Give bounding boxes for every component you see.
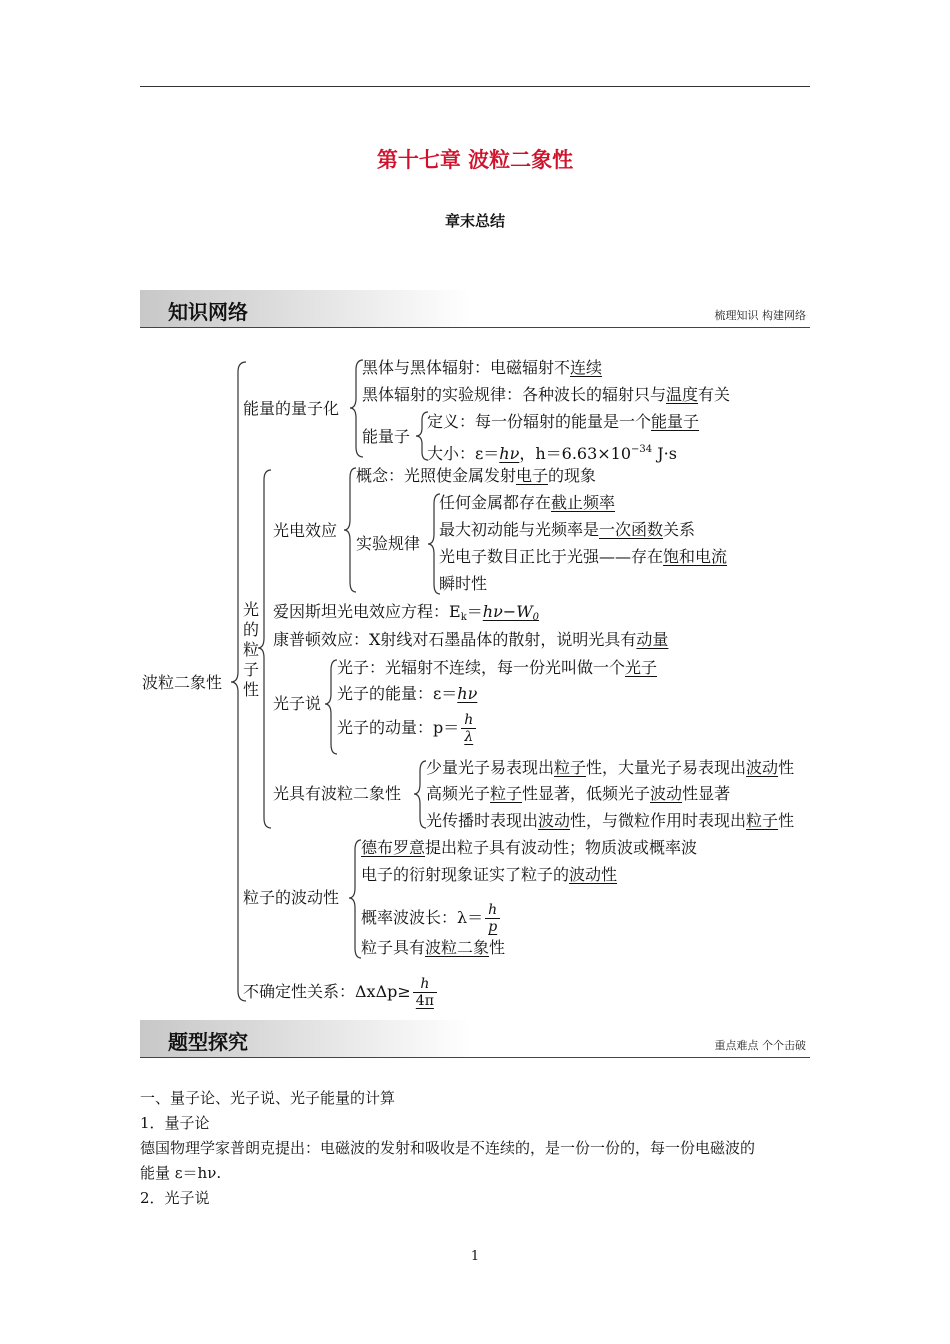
photon-line-3: 光子的动量：p＝ $\frac{h}{\lambda}$ bbox=[337, 712, 478, 745]
paragraph-1-line-1: 德国物理学家普朗克提出：电磁波的发射和吸收是不连续的，是一份一份的，每一份电磁波的 bbox=[140, 1139, 756, 1157]
divider bbox=[140, 1057, 810, 1058]
blank-answer: 波动 bbox=[746, 758, 779, 777]
pe-law-3: 光电子数目正比于光强——存在饱和电流 bbox=[439, 547, 728, 566]
wave-line-2: 电子的衍射现象证实了粒子的波动性 bbox=[361, 865, 618, 884]
pe-law-4: 瞬时性 bbox=[439, 574, 488, 593]
chapter-subtitle: 章末总结 bbox=[444, 212, 505, 230]
photoelectric-label: 光电效应 bbox=[273, 521, 338, 540]
photon-brace bbox=[325, 660, 337, 754]
blank-answer: 粒子 bbox=[490, 784, 523, 803]
blank-answer: 能量子 bbox=[651, 412, 700, 431]
compton-effect: 康普顿效应：X射线对石墨晶体的散射，说明光具有动量 bbox=[273, 630, 669, 649]
section-tagline: 梳理知识 构建网络 bbox=[714, 309, 806, 322]
heading-1: 一、量子论、光子说、光子能量的计算 bbox=[140, 1089, 396, 1107]
blackbody-line: 黑体与黑体辐射：电磁辐射不连续 bbox=[362, 358, 603, 377]
section-title: 知识网络 bbox=[168, 300, 248, 324]
duality-line-2: 高频光子粒子性显著，低频光子波动性显著 bbox=[426, 784, 731, 803]
photoelectric-brace bbox=[344, 468, 356, 592]
wave-label: 粒子的波动性 bbox=[243, 888, 340, 907]
quantum-label: 能量子 bbox=[362, 427, 411, 446]
section-tagline: 重点难点 个个击破 bbox=[714, 1039, 806, 1052]
duality-line-1: 少量光子易表现出粒子性，大量光子易表现出波动性 bbox=[426, 758, 795, 777]
fraction: $\frac{h}{4\pi}$ bbox=[413, 976, 437, 1009]
chapter-title: 第十七章 波粒二象性 bbox=[376, 148, 574, 172]
root-label: 波粒二象性 bbox=[142, 673, 223, 692]
pe-law-1: 任何金属都存在截止频率 bbox=[439, 493, 616, 512]
blank-answer: 粒子 bbox=[746, 811, 779, 830]
duality-line-3: 光传播时表现出波动性，与微粒作用时表现出粒子性 bbox=[426, 811, 795, 830]
duality-brace bbox=[414, 761, 426, 828]
section-title: 题型探究 bbox=[168, 1030, 248, 1054]
wave-line-4: 粒子具有波粒二象性 bbox=[361, 938, 506, 957]
blank-answer: $h\nu-W_0$ bbox=[482, 602, 540, 623]
blank-answer: 电子 bbox=[516, 466, 549, 485]
blank-answer: 粒子 bbox=[554, 758, 587, 777]
energy-label: 能量的量子化 bbox=[243, 399, 340, 418]
blank-answer: 饱和电流 bbox=[663, 547, 728, 566]
blank-answer: 截止频率 bbox=[551, 493, 616, 512]
pe-concept: 概念：光照使金属发射电子的现象 bbox=[356, 466, 597, 485]
fraction: $\frac{h}{p}$ bbox=[485, 902, 500, 935]
blank-answer: 波动 bbox=[650, 784, 683, 803]
wave-line-1: 德布罗意提出粒子具有波动性；物质波或概率波 bbox=[361, 838, 698, 857]
photon-label: 光子说 bbox=[273, 694, 322, 713]
page-number: 1 bbox=[470, 1249, 480, 1264]
blank-answer: hν bbox=[499, 444, 520, 463]
blank-answer: 温度 bbox=[666, 385, 699, 404]
duality-label: 光具有波粒二象性 bbox=[273, 784, 402, 803]
einstein-equation: 爱因斯坦光电效应方程：$E_k=h\nu-W_0$ bbox=[273, 602, 540, 623]
blank-answer: 光子 bbox=[625, 658, 658, 677]
wave-line-3: 概率波波长：λ＝ $\frac{h}{p}$ bbox=[361, 902, 502, 935]
blank-answer: 一次函数 bbox=[599, 520, 664, 539]
item-1: 1．量子论 bbox=[140, 1114, 210, 1132]
uncertainty-relation: 不确定性关系：ΔxΔp≥ $\frac{h}{4\pi}$ bbox=[243, 976, 439, 1009]
wave-brace bbox=[349, 840, 361, 958]
photon-line-2: 光子的能量：ε＝hν bbox=[337, 684, 478, 703]
blank-answer: 动量 bbox=[636, 630, 669, 649]
blank-answer: 波粒二象 bbox=[425, 938, 490, 957]
paragraph-1-line-2: 能量 ε＝hν. bbox=[140, 1164, 222, 1182]
section-header-problems bbox=[140, 1020, 810, 1058]
blank-answer: 德布罗意 bbox=[361, 838, 426, 857]
blank-answer: hν bbox=[457, 684, 478, 703]
item-2: 2．光子说 bbox=[140, 1189, 210, 1207]
blank-answer: 波动 bbox=[538, 811, 571, 830]
photon-line-1: 光子：光辐射不连续，每一份光叫做一个光子 bbox=[337, 658, 658, 677]
law-line: 黑体辐射的实验规律：各种波长的辐射只与温度有关 bbox=[362, 385, 731, 404]
fraction: $\frac{h}{\lambda}$ bbox=[461, 712, 476, 745]
pe-laws-label: 实验规律 bbox=[356, 534, 421, 553]
pe-law-2: 最大初动能与光频率是一次函数关系 bbox=[439, 520, 696, 539]
quantum-def: 定义：每一份辐射的能量是一个能量子 bbox=[427, 412, 700, 431]
blank-answer: 波动性 bbox=[569, 865, 618, 884]
quantum-size: 大小：ε＝hν，$h=6.63\times 10^{-34}$ J·s bbox=[427, 444, 677, 463]
blank-answer: 连续 bbox=[570, 358, 603, 377]
particle-label: 光 的 粒 子 性 bbox=[242, 600, 259, 699]
